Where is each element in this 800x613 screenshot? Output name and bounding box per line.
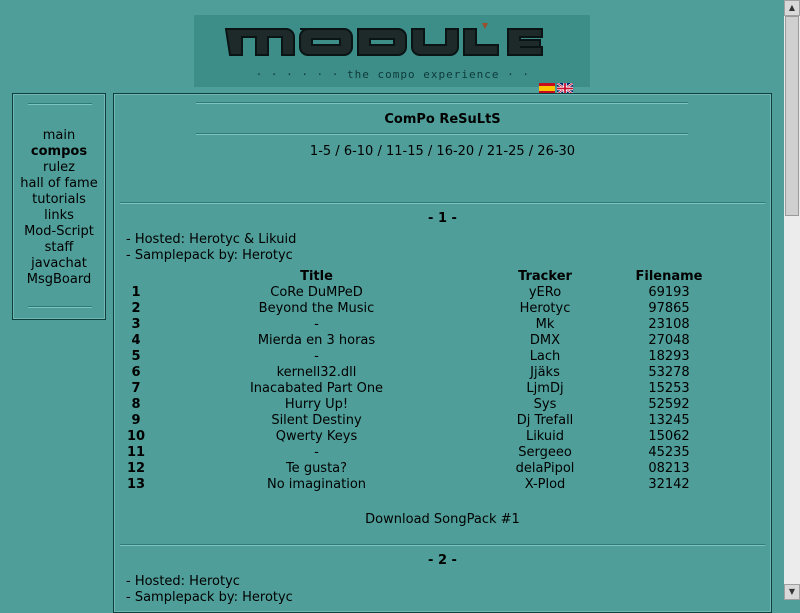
row-tracker: Sys xyxy=(533,397,557,412)
row-title: Te gusta? xyxy=(285,461,348,476)
row-filename: 15062 xyxy=(648,429,690,444)
table-row xyxy=(122,397,731,413)
header-filename: Filename xyxy=(635,269,703,284)
vertical-scrollbar[interactable] xyxy=(784,0,800,600)
table-row xyxy=(122,349,731,365)
tagline: · · · · · · the compo experience · · xyxy=(255,68,530,81)
title-divider xyxy=(196,133,688,135)
row-number: 9 xyxy=(131,413,141,428)
header-title: Title xyxy=(300,269,333,284)
table-row xyxy=(122,301,731,317)
row-title: - xyxy=(314,445,319,460)
main-panel xyxy=(113,93,772,613)
row-title: Hurry Up! xyxy=(284,397,349,412)
hosted-text: - Hosted: Herotyc & Likuid xyxy=(126,232,297,247)
row-number: 5 xyxy=(131,349,141,364)
sidebar-item-staff[interactable]: staff xyxy=(44,240,74,255)
scrollbar-thumb[interactable] xyxy=(785,16,799,216)
row-number: 7 xyxy=(131,381,141,396)
row-filename: 53278 xyxy=(648,365,690,380)
sidebar-item-hall-of-fame[interactable]: hall of fame xyxy=(20,176,98,191)
row-filename: 27048 xyxy=(648,333,690,348)
row-tracker: Mk xyxy=(535,317,555,332)
row-number: 4 xyxy=(131,333,141,348)
row-filename: 08213 xyxy=(648,461,690,476)
range-link-26-30[interactable]: 26-30 xyxy=(537,144,576,159)
compo-info xyxy=(126,574,293,606)
row-title: No imagination xyxy=(266,477,367,492)
row-tracker: X-Plod xyxy=(524,477,566,492)
row-filename: 15253 xyxy=(648,381,690,396)
row-title: Beyond the Music xyxy=(258,301,375,316)
row-filename: 69193 xyxy=(648,285,690,300)
compo-info xyxy=(126,232,296,264)
table-row xyxy=(122,317,731,333)
row-title: CoRe DuMPeD xyxy=(270,285,363,300)
range-link-11-15[interactable]: 11-15 xyxy=(385,144,424,159)
row-number: 3 xyxy=(131,317,141,332)
range-link-6-10[interactable]: 6-10 xyxy=(343,144,374,159)
hosted-text: - Hosted: Herotyc xyxy=(126,574,240,589)
row-tracker: LjmDj xyxy=(526,381,564,396)
sidebar-item-tutorials[interactable]: tutorials xyxy=(32,192,86,207)
table-row xyxy=(122,429,731,445)
samplepack-text: - Samplepack by: Herotyc xyxy=(126,248,293,263)
row-tracker: Jjäks xyxy=(530,365,560,380)
range-link-1-5[interactable]: 1-5 xyxy=(309,144,332,159)
compo-heading: - 1 - xyxy=(428,211,457,226)
table-row xyxy=(122,285,731,301)
row-filename: 32142 xyxy=(648,477,690,492)
row-filename: 13245 xyxy=(648,413,690,428)
scroll-down-arrow-icon[interactable]: ▼ xyxy=(784,584,800,600)
row-title: - xyxy=(314,349,319,364)
row-filename: 18293 xyxy=(648,349,690,364)
download-songpack-link[interactable]: Download SongPack #1 xyxy=(365,512,520,527)
row-title: Qwerty Keys xyxy=(275,429,358,444)
sidebar-item-javachat[interactable]: javachat xyxy=(31,256,87,271)
sidebar-divider xyxy=(28,103,92,105)
sidebar-item-mod-script[interactable]: Mod-Script xyxy=(24,224,94,239)
row-title: Mierda en 3 horas xyxy=(257,333,376,348)
range-link-21-25[interactable]: 21-25 xyxy=(486,144,525,159)
table-row xyxy=(122,461,731,477)
sidebar-divider xyxy=(28,306,92,308)
scroll-up-arrow-icon[interactable]: ▲ xyxy=(784,0,800,16)
header-tracker: Tracker xyxy=(518,269,572,284)
row-number: 13 xyxy=(126,477,146,492)
table-row xyxy=(122,445,731,461)
row-tracker: Herotyc xyxy=(519,301,571,316)
row-number: 11 xyxy=(126,445,146,460)
row-title: - xyxy=(314,317,319,332)
sidebar-item-links[interactable]: links xyxy=(44,208,74,223)
compo-heading: - 2 - xyxy=(428,553,457,568)
row-number: 6 xyxy=(131,365,141,380)
row-filename: 45235 xyxy=(648,445,690,460)
row-tracker: Lach xyxy=(529,349,561,364)
title-divider xyxy=(196,102,688,104)
table-header-row xyxy=(122,269,731,285)
sidebar-nav xyxy=(12,93,106,320)
sidebar-item-rulez[interactable]: rulez xyxy=(42,160,76,175)
module2-logo xyxy=(224,21,574,61)
row-tracker: Likuid xyxy=(525,429,565,444)
table-row xyxy=(122,381,731,397)
sidebar-item-main[interactable]: main xyxy=(42,128,76,143)
section-divider xyxy=(120,202,765,204)
table-row xyxy=(122,477,731,493)
row-tracker: yERo xyxy=(528,285,562,300)
samplepack-text: - Samplepack by: Herotyc xyxy=(126,590,293,605)
range-link-16-20[interactable]: 16-20 xyxy=(436,144,475,159)
results-table xyxy=(122,269,731,493)
row-tracker: DMX xyxy=(529,333,561,348)
row-number: 8 xyxy=(131,397,141,412)
section-divider xyxy=(120,544,765,546)
range-nav: 1-5 / 6-10 / 11-15 / 16-20 / 21-25 / 26-30 xyxy=(309,144,576,159)
row-tracker: Dj Trefall xyxy=(516,413,574,428)
row-number: 2 xyxy=(131,301,141,316)
row-filename: 97865 xyxy=(648,301,690,316)
table-row xyxy=(122,333,731,349)
header-number xyxy=(122,269,150,285)
row-number: 12 xyxy=(126,461,146,476)
row-tracker: Sergeeo xyxy=(518,445,572,460)
row-filename: 52592 xyxy=(648,397,690,412)
row-number: 10 xyxy=(126,429,146,444)
header-banner xyxy=(194,15,590,87)
row-title: kernell32.dll xyxy=(276,365,357,380)
page-title: ComPo ReSuLtS xyxy=(384,112,501,127)
table-row xyxy=(122,413,731,429)
row-title: Silent Destiny xyxy=(271,413,362,428)
row-title: Inacabated Part One xyxy=(249,381,384,396)
row-tracker: delaPipol xyxy=(515,461,575,476)
sidebar-item-msgboard[interactable]: MsgBoard xyxy=(26,272,92,287)
sidebar-item-compos[interactable]: compos xyxy=(30,144,88,159)
table-row xyxy=(122,365,731,381)
row-filename: 23108 xyxy=(648,317,690,332)
row-number: 1 xyxy=(131,285,141,300)
